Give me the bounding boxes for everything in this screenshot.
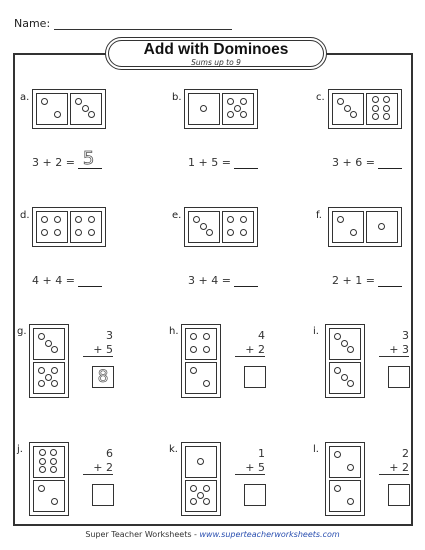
domino-pip	[240, 98, 247, 105]
problem-letter: k.	[169, 444, 178, 455]
domino-half	[185, 328, 217, 360]
name-label: Name:	[14, 17, 51, 30]
worksheet-subtitle: Sums up to 9	[191, 58, 241, 67]
domino-pip	[344, 105, 351, 112]
domino-pip	[240, 216, 247, 223]
domino-pip	[45, 340, 52, 347]
domino-pip	[334, 485, 341, 492]
domino	[325, 324, 365, 398]
problem-letter: j.	[17, 444, 23, 455]
answer-blank[interactable]	[234, 275, 258, 287]
domino-pip	[203, 485, 210, 492]
domino-pip	[50, 458, 57, 465]
answer-hint: 8	[97, 367, 109, 387]
domino-pip	[88, 216, 95, 223]
domino-pip	[347, 498, 354, 505]
domino-pip	[190, 485, 197, 492]
domino-pip	[41, 98, 48, 105]
domino-half	[329, 328, 361, 360]
domino	[29, 442, 69, 516]
equation-text: 3 + 2 =	[32, 156, 75, 169]
domino-pip	[88, 229, 95, 236]
domino-pip	[45, 374, 52, 381]
vertical-addition	[235, 329, 265, 357]
domino-pip	[334, 367, 341, 374]
addend-top: 1	[258, 447, 265, 460]
problem-letter: g.	[17, 326, 27, 337]
domino-pip	[347, 380, 354, 387]
answer-blank[interactable]	[378, 157, 402, 169]
footer-brand: Super Teacher Worksheets -	[85, 530, 200, 539]
domino-pip	[193, 216, 200, 223]
addend-bottom: + 5	[83, 343, 113, 357]
vertical-addition	[83, 329, 113, 357]
equation	[332, 274, 402, 287]
domino-half	[188, 93, 220, 125]
addend-top: 4	[258, 329, 265, 342]
footer	[0, 530, 425, 539]
domino-half	[33, 362, 65, 394]
addend-bottom: + 5	[235, 461, 265, 475]
equation-text: 4 + 4 =	[32, 274, 75, 287]
domino-pip	[372, 113, 379, 120]
domino-pip	[383, 96, 390, 103]
domino-pip	[54, 229, 61, 236]
domino-pip	[51, 346, 58, 353]
domino-pip	[227, 229, 234, 236]
domino-pip	[39, 466, 46, 473]
answer-blank[interactable]	[234, 157, 258, 169]
equation-text: 3 + 4 =	[188, 274, 231, 287]
domino-pip	[203, 333, 210, 340]
domino-half	[222, 93, 254, 125]
equation	[32, 274, 102, 287]
equation	[188, 274, 258, 287]
problem-letter: h.	[169, 326, 179, 337]
domino	[181, 324, 221, 398]
domino	[32, 89, 106, 129]
domino	[184, 207, 258, 247]
domino-pip	[88, 111, 95, 118]
addend-bottom: + 2	[235, 343, 265, 357]
domino-pip	[190, 367, 197, 374]
domino	[29, 324, 69, 398]
domino-pip	[203, 346, 210, 353]
answer-box[interactable]	[388, 366, 410, 388]
domino-pip	[203, 498, 210, 505]
vertical-addition	[83, 447, 113, 475]
problem-letter: a.	[20, 92, 30, 103]
domino-pip	[383, 113, 390, 120]
domino-pip	[234, 105, 241, 112]
domino-pip	[337, 98, 344, 105]
domino-half	[329, 362, 361, 394]
domino-pip	[54, 216, 61, 223]
domino-half	[329, 446, 361, 478]
worksheet-title: Add with Dominoes	[143, 41, 289, 58]
domino-pip	[75, 216, 82, 223]
domino-pip	[372, 96, 379, 103]
domino-half	[366, 211, 398, 243]
domino-pip	[372, 105, 379, 112]
domino-half	[222, 211, 254, 243]
addend-top: 6	[106, 447, 113, 460]
domino-pip	[206, 229, 213, 236]
domino-pip	[200, 105, 207, 112]
addend-top: 3	[402, 329, 409, 342]
domino-pip	[75, 98, 82, 105]
equation	[188, 156, 258, 169]
problem-letter: i.	[313, 326, 319, 337]
footer-site: www.superteacherworksheets.com	[199, 530, 340, 539]
name-line[interactable]	[54, 18, 232, 30]
answer-box[interactable]	[388, 484, 410, 506]
addend-bottom: + 3	[379, 343, 409, 357]
equation-text: 1 + 5 =	[188, 156, 231, 169]
domino-pip	[51, 367, 58, 374]
domino-half	[70, 93, 102, 125]
domino-pip	[227, 98, 234, 105]
equation	[332, 156, 402, 169]
domino-pip	[190, 333, 197, 340]
answer-box[interactable]	[92, 484, 114, 506]
equation-text: 2 + 1 =	[332, 274, 375, 287]
domino	[184, 89, 258, 129]
problem-letter: d.	[20, 210, 30, 221]
addend-top: 3	[106, 329, 113, 342]
domino-pip	[203, 380, 210, 387]
title-banner	[105, 37, 327, 70]
domino-half	[33, 446, 65, 478]
answer-blank[interactable]	[378, 275, 402, 287]
domino-half	[332, 93, 364, 125]
equation-text: 3 + 6 =	[332, 156, 375, 169]
domino-half	[366, 93, 398, 125]
domino-pip	[50, 466, 57, 473]
addend-bottom: + 2	[83, 461, 113, 475]
domino-pip	[39, 458, 46, 465]
problem-letter: e.	[172, 210, 182, 221]
answer-box[interactable]	[244, 366, 266, 388]
domino-pip	[240, 229, 247, 236]
domino-pip	[197, 458, 204, 465]
vertical-addition	[379, 329, 409, 357]
domino-pip	[227, 111, 234, 118]
domino-half	[33, 480, 65, 512]
domino-pip	[341, 374, 348, 381]
domino-half	[329, 480, 361, 512]
domino-half	[188, 211, 220, 243]
vertical-addition	[379, 447, 409, 475]
domino	[328, 89, 402, 129]
problem-letter: l.	[313, 444, 319, 455]
name-row	[14, 17, 232, 30]
domino-half	[185, 480, 217, 512]
domino-pip	[51, 380, 58, 387]
domino-pip	[350, 229, 357, 236]
domino	[181, 442, 221, 516]
domino-pip	[341, 340, 348, 347]
domino-pip	[337, 216, 344, 223]
domino-half	[33, 328, 65, 360]
vertical-addition	[235, 447, 265, 475]
domino-pip	[38, 380, 45, 387]
domino-pip	[190, 346, 197, 353]
domino-pip	[350, 111, 357, 118]
equation	[32, 148, 102, 169]
domino-pip	[50, 449, 57, 456]
domino-half	[36, 93, 68, 125]
domino	[32, 207, 106, 247]
addend-top: 2	[402, 447, 409, 460]
domino-pip	[378, 223, 385, 230]
problem-letter: b.	[172, 92, 182, 103]
domino-pip	[347, 346, 354, 353]
problem-letter: f.	[316, 210, 322, 221]
domino-pip	[383, 105, 390, 112]
domino-pip	[51, 498, 58, 505]
domino-half	[332, 211, 364, 243]
domino-pip	[190, 498, 197, 505]
domino-half	[185, 446, 217, 478]
domino	[325, 442, 365, 516]
domino-pip	[347, 464, 354, 471]
domino-pip	[75, 229, 82, 236]
answer-blank[interactable]	[78, 148, 102, 169]
answer-hint: 5	[82, 148, 95, 169]
domino	[328, 207, 402, 247]
domino-pip	[200, 223, 207, 230]
domino-pip	[38, 485, 45, 492]
domino-pip	[227, 216, 234, 223]
domino-pip	[38, 367, 45, 374]
domino-pip	[39, 449, 46, 456]
domino-pip	[240, 111, 247, 118]
answer-blank[interactable]	[78, 275, 102, 287]
answer-box[interactable]	[92, 366, 114, 388]
domino-pip	[334, 451, 341, 458]
domino-pip	[197, 492, 204, 499]
domino-half	[185, 362, 217, 394]
answer-box[interactable]	[244, 484, 266, 506]
domino-half	[36, 211, 68, 243]
domino-pip	[41, 229, 48, 236]
addend-bottom: + 2	[379, 461, 409, 475]
domino-pip	[334, 333, 341, 340]
domino-pip	[41, 216, 48, 223]
domino-pip	[82, 105, 89, 112]
problem-letter: c.	[316, 92, 325, 103]
domino-half	[70, 211, 102, 243]
domino-pip	[38, 333, 45, 340]
domino-pip	[54, 111, 61, 118]
